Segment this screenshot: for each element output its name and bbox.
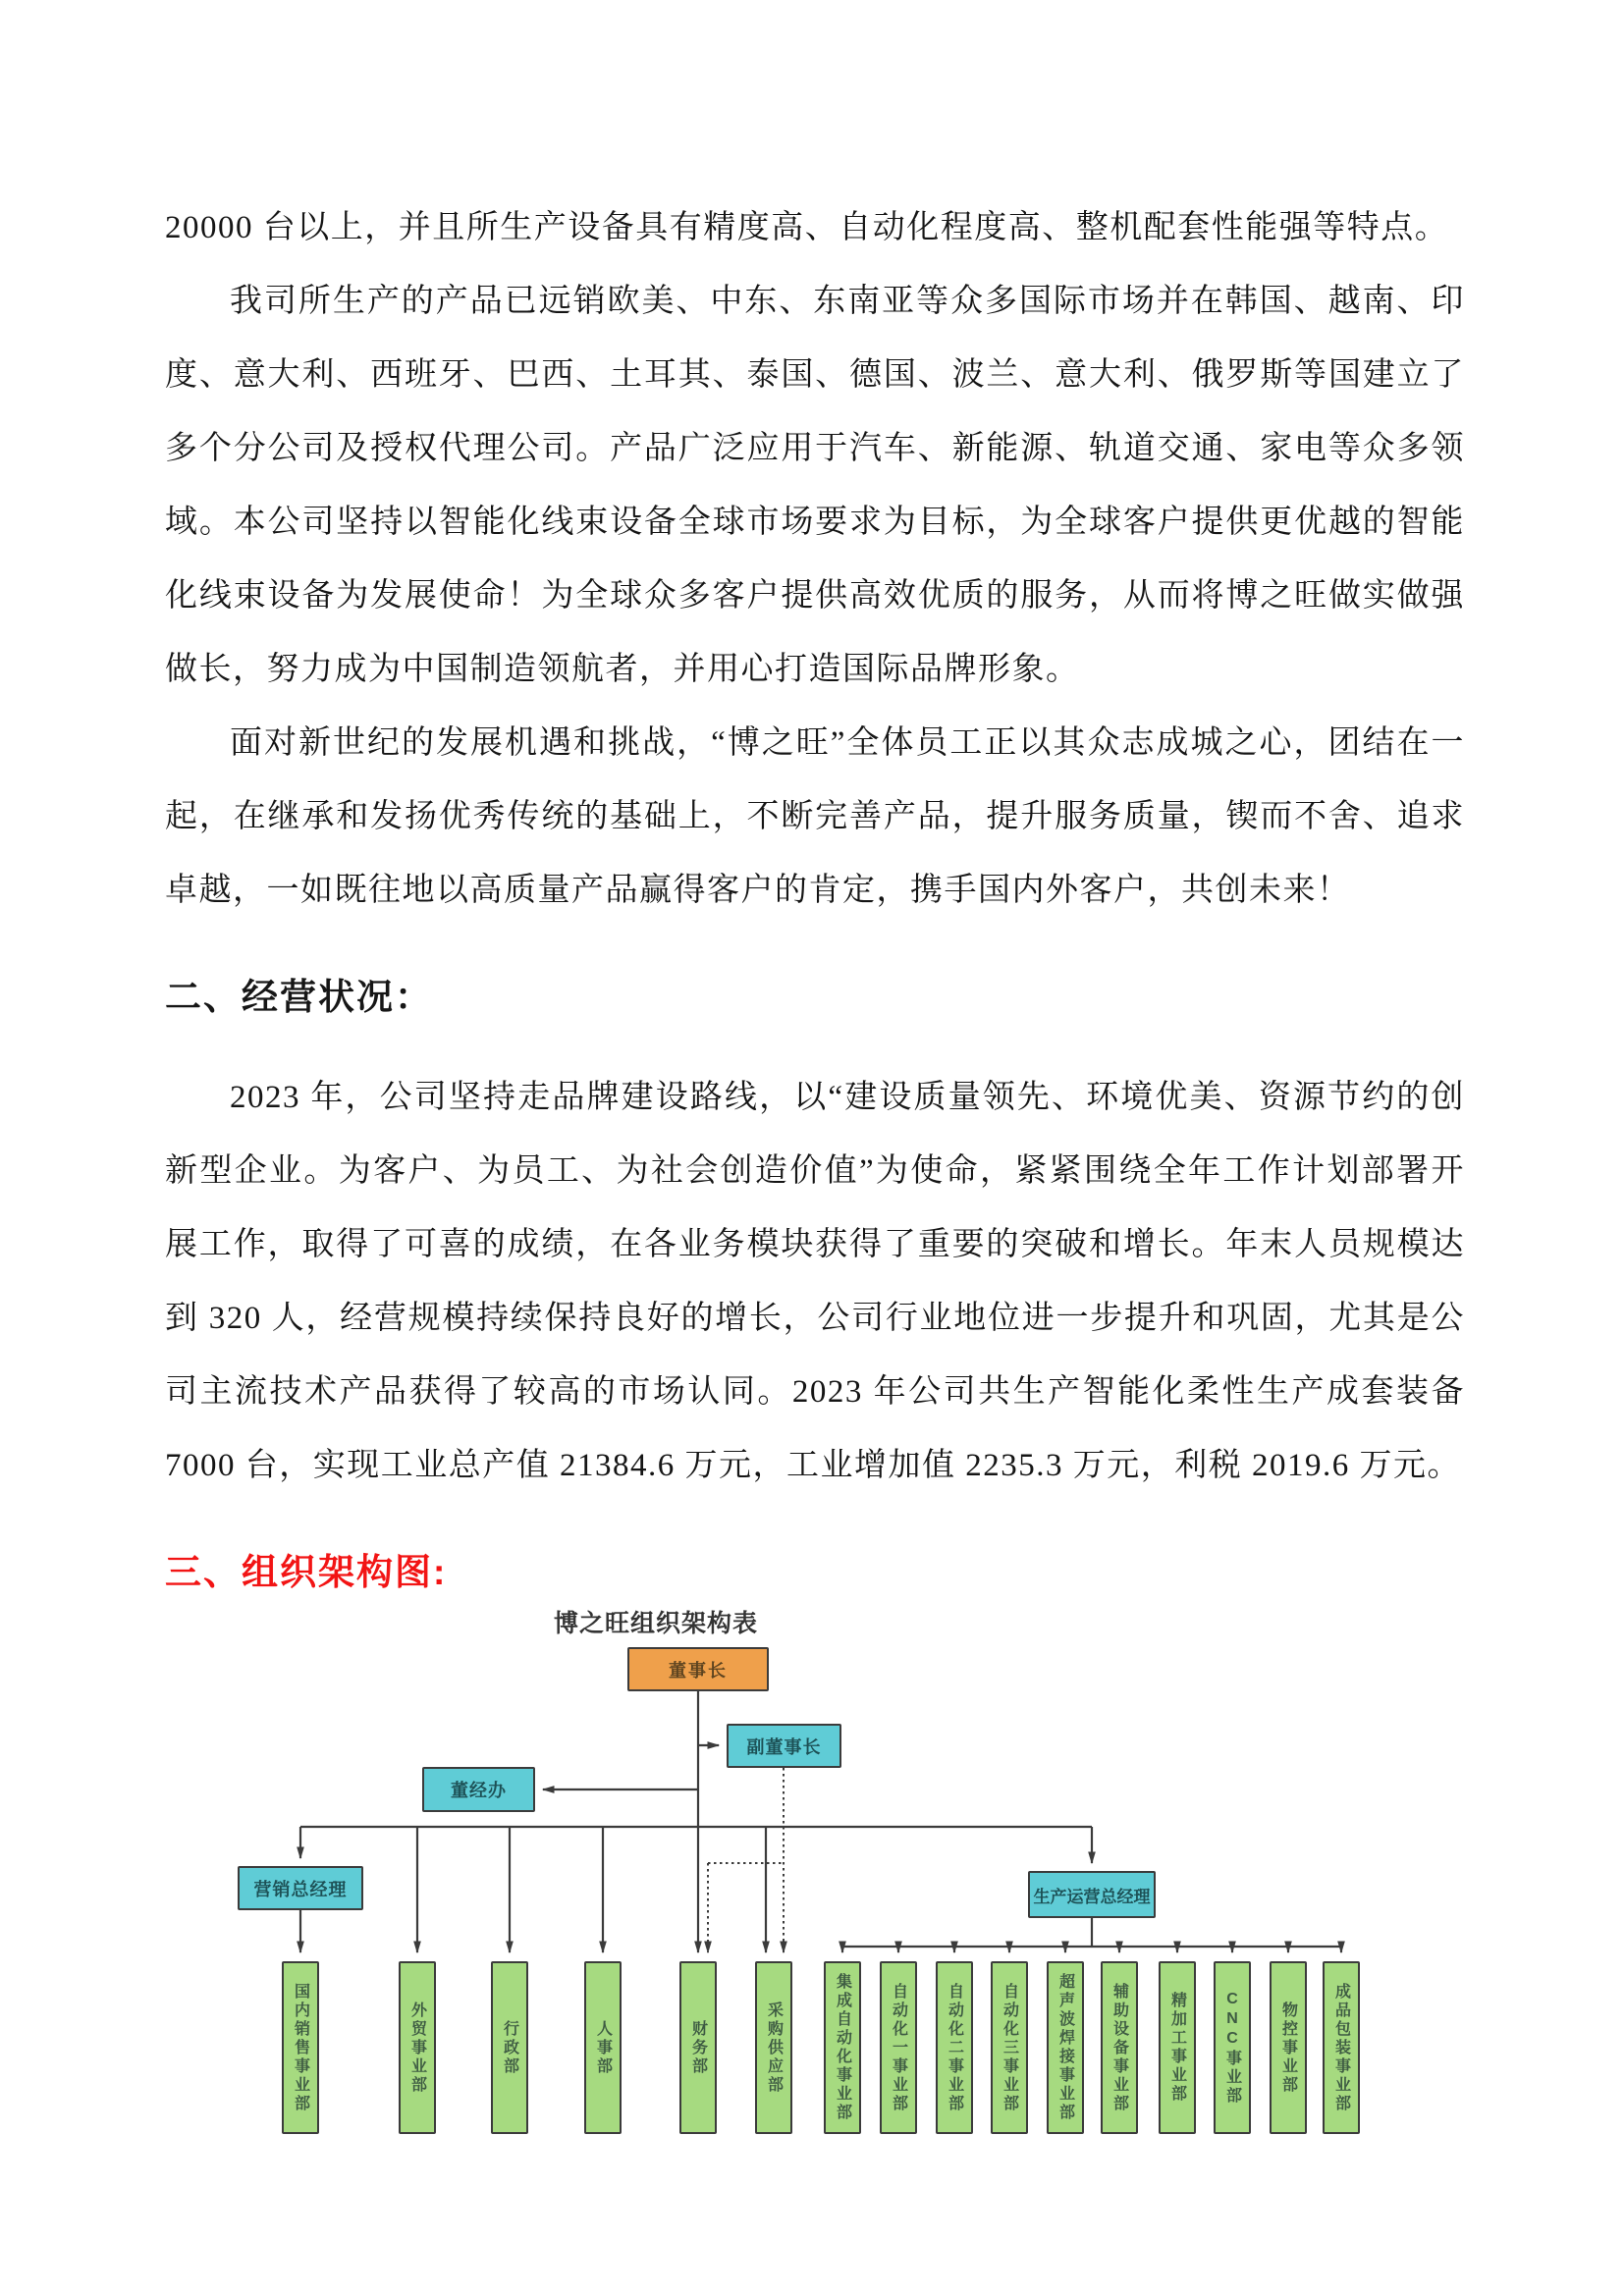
node-dept-right-8: 物控事业部 xyxy=(1270,1961,1307,2134)
node-dept-left-0: 国内销售事业部 xyxy=(282,1961,319,2134)
node-dept-left-1: 外贸事业部 xyxy=(399,1961,436,2134)
node-dept-right-5: 辅助设备事业部 xyxy=(1101,1961,1138,2134)
section-heading-org-chart: 三、组织架构图: xyxy=(165,1552,448,1592)
node-marketing-gm: 营销总经理 xyxy=(238,1866,363,1910)
node-dept-left-4: 财务部 xyxy=(679,1961,717,2134)
body-text xyxy=(165,191,1465,1636)
node-dept-right-9: 成品包装事业部 xyxy=(1323,1961,1360,2134)
node-dept-right-1: 自动化一事业部 xyxy=(880,1961,917,2134)
node-dept-right-6: 精加工事业部 xyxy=(1159,1961,1196,2134)
paragraph-3: 面对新世纪的发展机遇和挑战，“博之旺”全体员工正以其众志成城之心，团结在一起，在继承和发扬优秀传统的基础上，不断完善产品，提升服务质量，锲而不舍、追求卓越，一如既往地以高质量产品赢得客户的肯定，携手国内外客户，共创未来！ xyxy=(165,725,1465,908)
node-production-gm: 生产运营总经理 xyxy=(1028,1871,1156,1918)
paragraph-2: 我司所生产的产品已远销欧美、中东、东南亚等众多国际市场并在韩国、越南、印度、意大利、西班牙、巴西、土耳其、泰国、德国、波兰、意大利、俄罗斯等国建立了多个分公司及授权代理公司。产品广泛应用于汽车、新能源、轨道交通、家电等众多领域。本公司坚持以智能化线束设备全球市场要求为目标，为全球客户提供更优越的智能化线束设备为发展使命！为全球众多客户提供高效优质的服务，从而将博之旺做实做强做长，努力成为中国制造领航者，并用心打造国际品牌形象。 xyxy=(165,284,1465,687)
paragraph-4: 2023 年，公司坚持走品牌建设路线，以“建设质量领先、环境优美、资源节约的创新型企业。为客户、为员工、为社会创造价值”为使命，紧紧围绕全年工作计划部署开展工作，取得了可喜的成绩，在各业务模块获得了重要的突破和增长。年末人员规模达到 320 人，经营规模持续保持良好的增长，公司行业地位进一步提升和巩固，尤其是公司主流技术产品获得了较高的市场认同。2023 年公司共生产智能化柔性生产成套装备 7000 台，实现工业总产值 21384.6 万元，工业增加值 2235.3 万元，利税 2019.6 万元。 xyxy=(165,1080,1465,1483)
node-chairman: 董事长 xyxy=(627,1647,769,1691)
node-dept-right-3: 自动化三事业部 xyxy=(991,1961,1028,2134)
org-chart-title: 博之旺组织架构表 xyxy=(553,1610,758,1637)
node-dept-left-2: 行政部 xyxy=(491,1961,528,2134)
node-dept-left-3: 人事部 xyxy=(584,1961,622,2134)
node-dept-right-7: CNC事业部 xyxy=(1214,1961,1251,2134)
node-dept-right-0: 集成自动化事业部 xyxy=(824,1961,861,2134)
org-chart-connectors xyxy=(137,1598,1492,2266)
section-heading-operations: 二、经营状况： xyxy=(165,977,433,1017)
paragraph-1: 20000 台以上，并且所生产设备具有精度高、自动化程度高、整机配套性能强等特点。 xyxy=(165,210,1449,245)
node-dept-left-5: 采购供应部 xyxy=(755,1961,792,2134)
node-dept-right-4: 超声波焊接事业部 xyxy=(1047,1961,1084,2134)
node-vice-chairman: 副董事长 xyxy=(727,1724,841,1768)
node-dept-right-2: 自动化二事业部 xyxy=(936,1961,973,2134)
org-chart xyxy=(137,1598,1492,2266)
node-board-office: 董经办 xyxy=(422,1767,535,1812)
